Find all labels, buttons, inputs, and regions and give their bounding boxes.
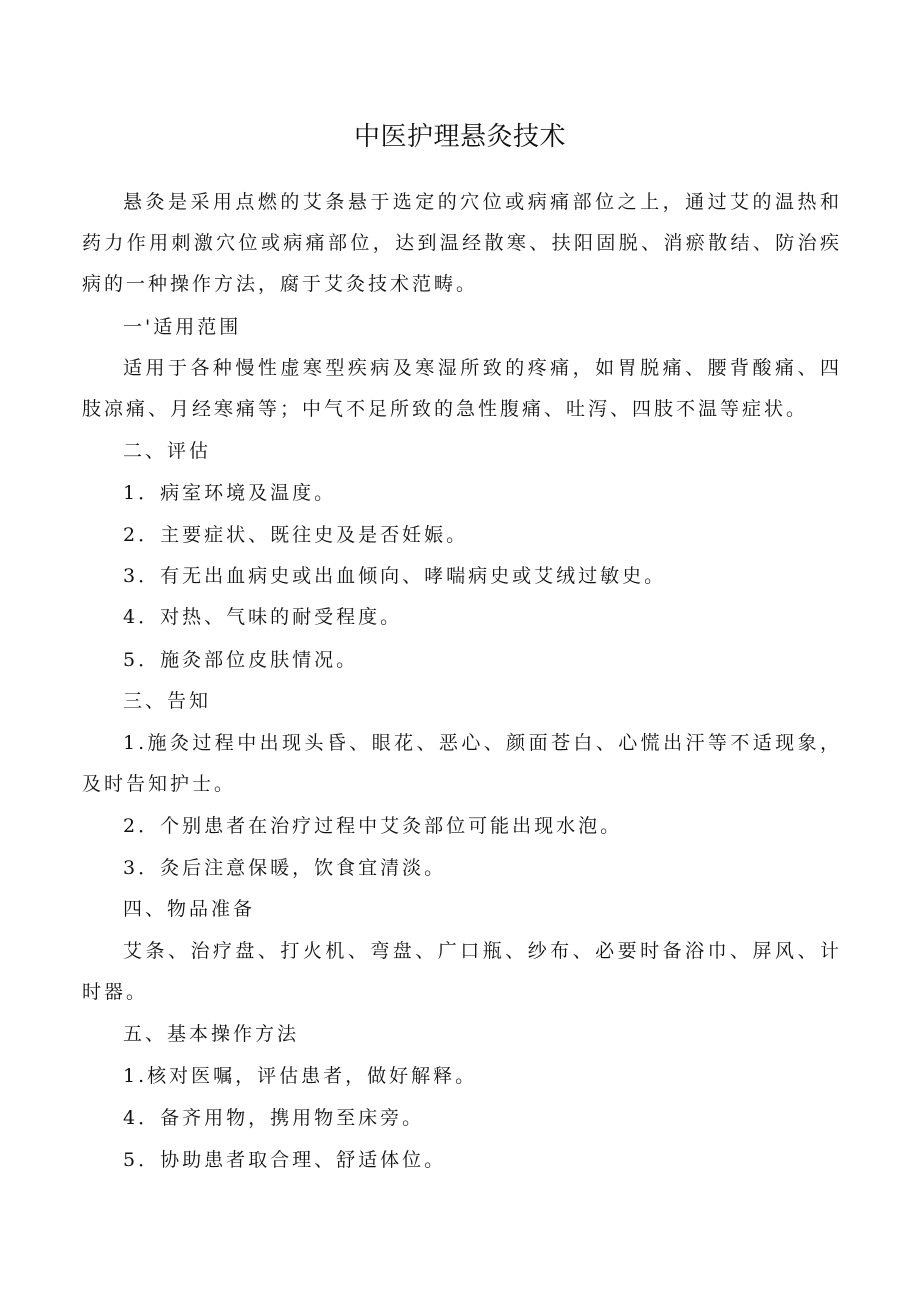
section-heading-procedure: 五、基本操作方法 [123, 1023, 300, 1045]
assessment-item: 3．有无出血病史或出血倾向、哮喘病史或艾绒过敏史。 [123, 565, 667, 587]
procedure-item: 4．备齐用物，携用物至床旁。 [123, 1107, 425, 1129]
assessment-item: 2．主要症状、既往史及是否妊娠。 [123, 524, 469, 546]
section-heading-supplies: 四、物品准备 [123, 898, 256, 920]
assessment-item: 4．对热、气味的耐受程度。 [123, 606, 403, 628]
intro-paragraph: 悬灸是采用点燃的艾条悬于选定的穴位或病痛部位之上，通过艾的温热和药力作用刺激穴位或病痛部位，达到温经散寒、扶阳固脱、消瘀散结、防治疾病的一种操作方法，腐于艾灸技术范畴。 [82, 191, 842, 295]
notification-item: 3．灸后注意保暖，饮食宜清淡。 [123, 857, 447, 879]
assessment-item: 1．病室环境及温度。 [123, 482, 337, 504]
section-heading-notification: 三、告知 [123, 690, 212, 712]
procedure-item: 1.核对医嘱，评估患者，做好解释。 [123, 1065, 478, 1087]
notification-item: 2．个别患者在治疗过程中艾灸部位可能出现水泡。 [123, 815, 623, 837]
notification-item: 1.施灸过程中出现头昏、眼花、恶心、颜面苍白、心慌出汗等不适现象，及时告知护士。 [82, 732, 842, 795]
scope-paragraph: 适用于各种慢性虚寒型疾病及寒湿所致的疼痛，如胃脱痛、腰背酸痛、四肢凉痛、月经寒痛等；中气不足所致的急性腹痛、吐泻、四肢不温等症状。 [82, 357, 842, 420]
assessment-item: 5．施灸部位皮肤情况。 [123, 649, 359, 671]
supplies-paragraph: 艾条、治疗盘、打火机、弯盘、广口瓶、纱布、必要时备浴巾、屏风、计时器。 [82, 940, 842, 1003]
section-heading-assessment: 二、评估 [123, 440, 212, 462]
section-heading-scope: 一'适用范围 [123, 316, 242, 338]
document-title: 中医护理悬灸技术 [353, 122, 566, 152]
procedure-item: 5．协助患者取合理、舒适体位。 [123, 1149, 447, 1171]
